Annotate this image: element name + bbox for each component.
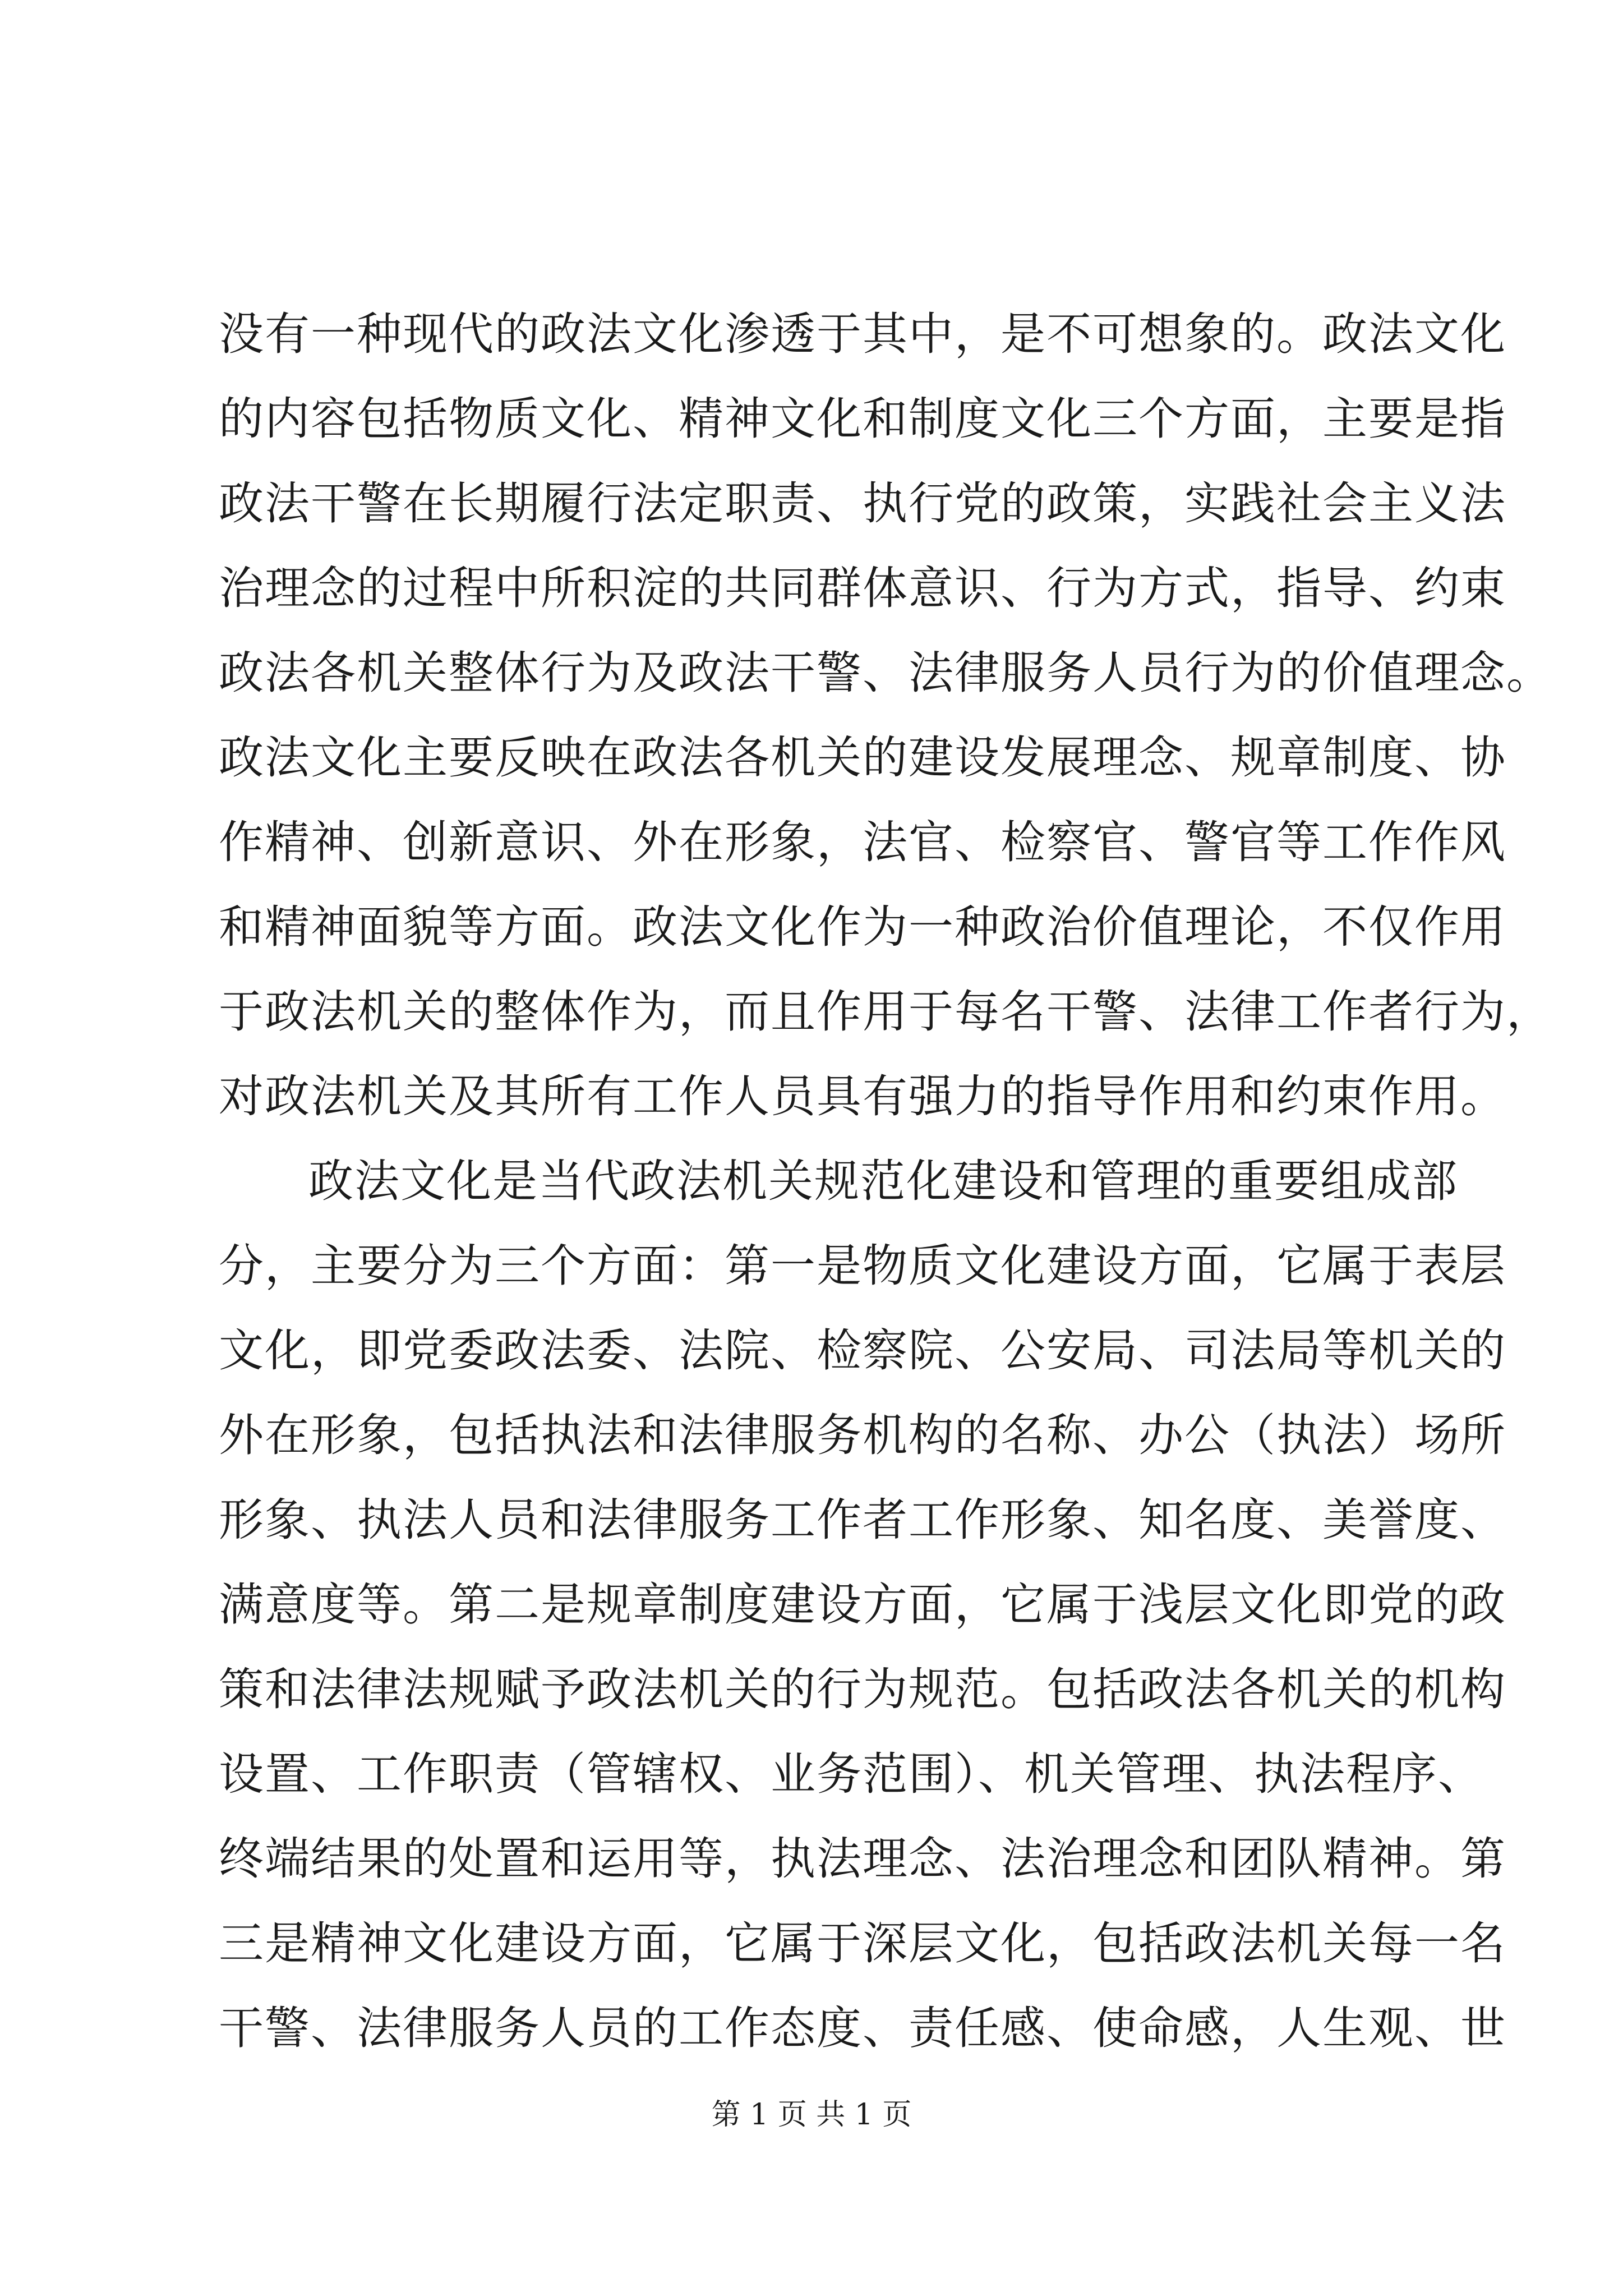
text-line: 政法文化主要反映在政法各机关的建设发展理念、规章制度、协 [219,731,1506,784]
body-text [219,292,1552,2070]
text-line: 终端结果的处置和运用等，执法理念、法治理念和团队精神。第 [219,1833,1506,1885]
text-line: 治理念的过程中所积淀的共同群体意识、行为方式，指导、约束 [219,562,1506,614]
text-line: 于政法机关的整体作为，而且作用于每名干警、法律工作者行为， [219,986,1552,1038]
text-line: 干警、法律服务人员的工作态度、责任感、使命感，人生观、世 [219,2002,1506,2054]
text-line: 满意度等。第二是规章制度建设方面，它属于浅层文化即党的政 [219,1579,1506,1631]
page-footer: 第 1 页 共 1 页 [711,2098,912,2132]
text-line: 没有一种现代的政法文化渗透于其中，是不可想象的。政法文化 [219,308,1506,360]
text-line: 政法文化是当代政法机关规范化建设和管理的重要组成部 [308,1155,1458,1207]
text-line: 策和法律法规赋予政法机关的行为规范。包括政法各机关的机构 [219,1663,1506,1715]
text-line: 分，主要分为三个方面：第一是物质文化建设方面，它属于表层 [219,1240,1506,1292]
text-line: 设置、工作职责（管辖权、业务范围）、机关管理、执法程序、 [219,1748,1484,1800]
text-line: 政法各机关整体行为及政法干警、法律服务人员行为的价值理念。 [219,647,1552,699]
text-line: 作精神、创新意识、外在形象，法官、检察官、警官等工作作风 [219,816,1506,868]
text-line: 文化，即党委政法委、法院、检察院、公安局、司法局等机关的 [219,1324,1506,1377]
text-line: 形象、执法人员和法律服务工作者工作形象、知名度、美誉度、 [219,1494,1506,1546]
text-line: 的内容包括物质文化、精神文化和制度文化三个方面，主要是指 [219,393,1506,445]
text-line: 三是精神文化建设方面，它属于深层文化，包括政法机关每一名 [219,1917,1506,1970]
text-line: 外在形象，包括执法和法律服务机构的名称、办公（执法）场所 [219,1409,1506,1461]
text-line: 对政法机关及其所有工作人员具有强力的指导作用和约束作用。 [219,1070,1506,1122]
text-line: 和精神面貌等方面。政法文化作为一种政治价值理论，不仅作用 [219,901,1506,953]
text-line: 政法干警在长期履行法定职责、执行党的政策，实践社会主义法 [219,477,1506,530]
